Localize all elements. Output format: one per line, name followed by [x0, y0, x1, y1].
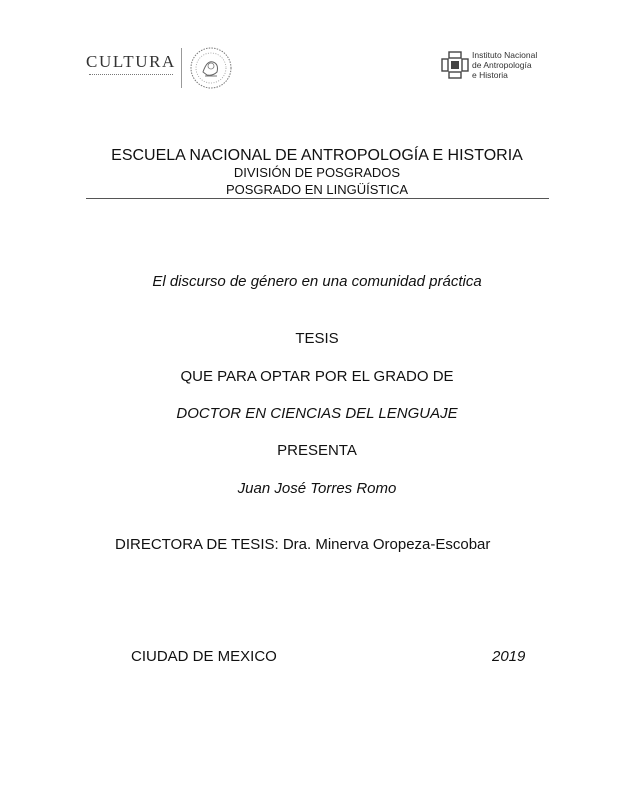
cultura-logo	[86, 44, 236, 92]
thesis-title: El discurso de género en una comunidad práctica	[152, 273, 482, 290]
presents-label: PRESENTA	[277, 442, 357, 459]
header-rule	[86, 198, 549, 199]
inah-line-3: e Historia	[472, 70, 508, 80]
cultura-subtitle-line	[89, 74, 173, 77]
inah-line-2: de Antropología	[472, 60, 532, 70]
cultura-wordmark: CULTURA	[86, 52, 176, 71]
logo-divider	[181, 48, 182, 88]
inah-name	[472, 50, 537, 80]
degree-name: DOCTOR EN CIENCIAS DEL LENGUAJE	[176, 405, 458, 422]
national-seal-icon	[189, 46, 233, 90]
program-name: POSGRADO EN LINGÜÍSTICA	[225, 182, 409, 197]
author-name: Juan José Torres Romo	[237, 480, 397, 497]
division-name: DIVISIÓN DE POSGRADOS	[233, 165, 401, 180]
school-name: ESCUELA NACIONAL DE ANTROPOLOGÍA E HISTORIA	[111, 147, 523, 164]
city: CIUDAD DE MEXICO	[131, 648, 277, 665]
year: 2019	[492, 648, 526, 665]
thesis-director: DIRECTORA DE TESIS: Dra. Minerva Oropeza-Escobar	[115, 536, 491, 553]
inah-logo	[440, 48, 560, 88]
thesis-type: TESIS	[295, 330, 339, 347]
inah-line-1: Instituto Nacional	[472, 50, 538, 60]
inah-emblem-icon	[440, 50, 470, 80]
thesis-purpose: QUE PARA OPTAR POR EL GRADO DE	[180, 368, 454, 385]
